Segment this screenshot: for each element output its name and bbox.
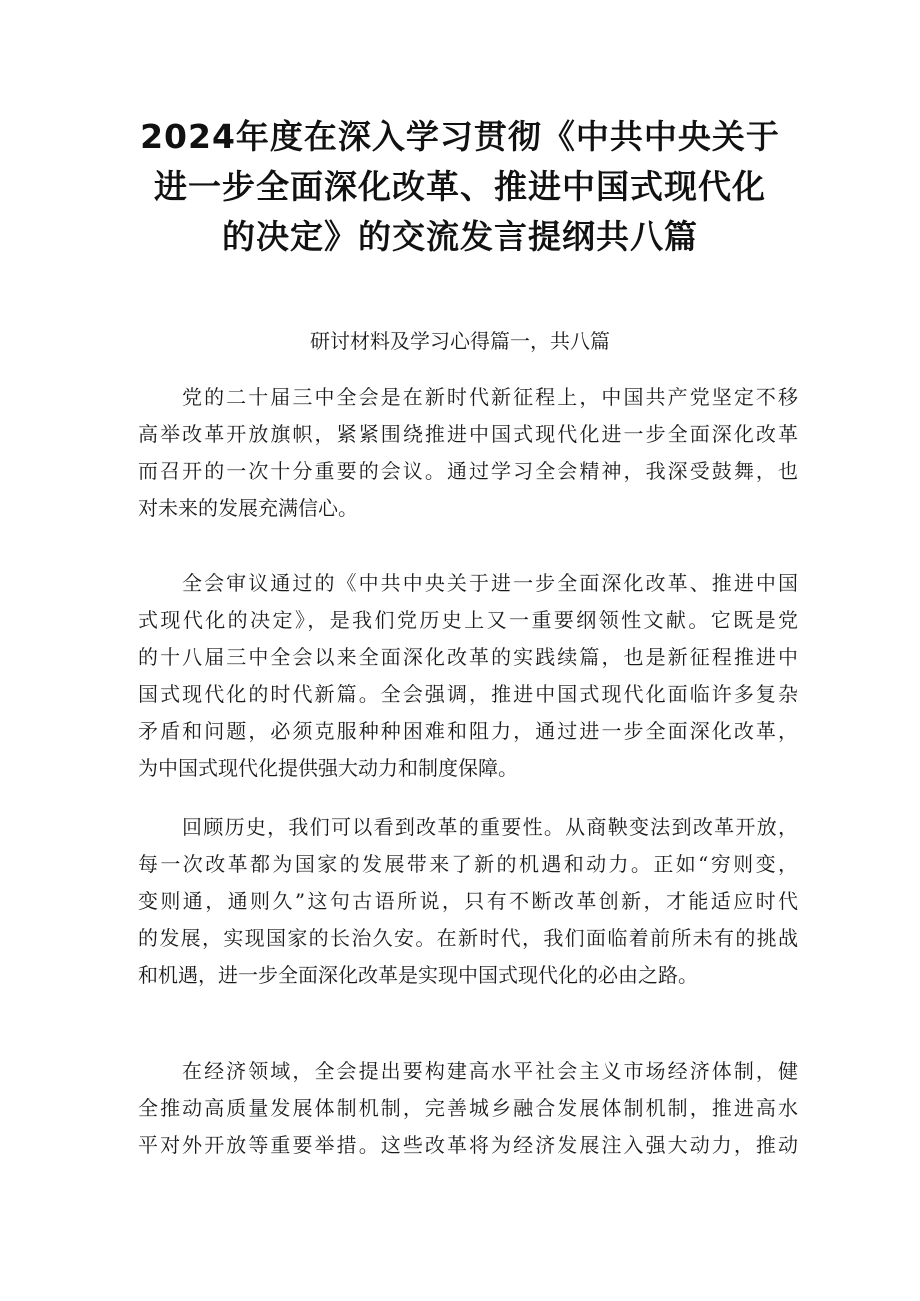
- paragraph: [138, 809, 798, 994]
- document-title: [130, 112, 790, 262]
- paragraph: [138, 379, 798, 527]
- paragraph-line: 和机遇，进一步全面深化改革是实现中国式现代化的必由之路。: [138, 963, 698, 987]
- paragraph-line: 变则通，通则久”这句古语所说，只有不断改革创新，才能适应时代: [138, 889, 798, 913]
- paragraph: [138, 1053, 798, 1164]
- document-subtitle: 研讨材料及学习心得篇一，共八篇: [310, 329, 610, 353]
- paragraph-line: 式现代化的决定》，是我们党历史上又一重要纲领性文献。它既是党: [138, 608, 798, 632]
- paragraph-line: 高举改革开放旗帜，紧紧围绕推进中国式现代化进一步全面深化改革: [138, 422, 798, 446]
- paragraph-line: 的十八届三中全会以来全面深化改革的实践续篇，也是新征程推进中: [138, 645, 798, 669]
- paragraph-line: 每一次改革都为国家的发展带来了新的机遇和动力。正如“穷则变，: [138, 852, 798, 876]
- paragraph-line: 平对外开放等重要举措。这些改革将为经济发展注入强大动力，推动: [138, 1133, 798, 1157]
- paragraph-line: 对未来的发展充满信心。: [138, 496, 358, 520]
- title-line: 的决定》的交流发言提纲共八篇: [222, 217, 698, 256]
- paragraph-line: 而召开的一次十分重要的会议。通过学习全会精神，我深受鼓舞，也: [138, 459, 798, 483]
- paragraph-line: 国式现代化的时代新篇。全会强调，推进中国式现代化面临许多复杂: [138, 682, 798, 706]
- paragraph-line: 全会审议通过的《中共中央关于进一步全面深化改革、推进中国: [182, 571, 798, 595]
- title-line: 进一步全面深化改革、推进中国式现代化: [154, 167, 766, 206]
- paragraph-line: 全推动高质量发展体制机制，完善城乡融合发展体制机制，推进高水: [138, 1096, 798, 1120]
- paragraph-line: 党的二十届三中全会是在新时代新征程上，中国共产党坚定不移: [182, 385, 798, 409]
- paragraph-line: 矛盾和问题，必须克服种种困难和阻力，通过进一步全面深化改革，: [138, 719, 798, 743]
- paragraph: [138, 565, 798, 787]
- paragraph-line: 回顾历史，我们可以看到改革的重要性。从商鞅变法到改革开放，: [182, 815, 798, 839]
- title-line: 2024年度在深入学习贯彻《中共中央关于: [140, 117, 780, 156]
- paragraph-line: 的发展，实现国家的长治久安。在新时代，我们面临着前所未有的挑战: [138, 926, 798, 950]
- paragraph-line: 为中国式现代化提供强大动力和制度保障。: [138, 756, 518, 780]
- paragraph-line: 在经济领域，全会提出要构建高水平社会主义市场经济体制，健: [182, 1059, 798, 1083]
